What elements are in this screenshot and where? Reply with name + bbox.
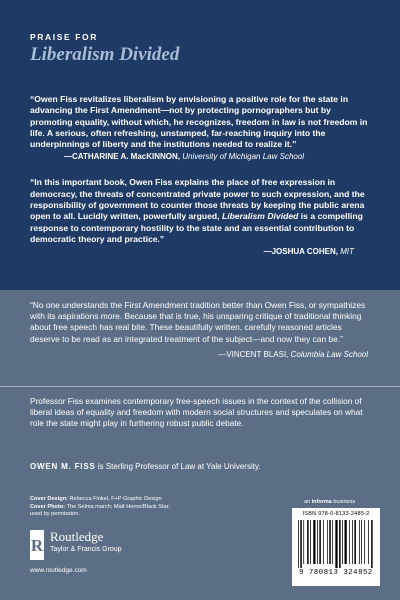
- barcode-bar: [352, 520, 353, 564]
- quote-blasi: [30, 300, 372, 360]
- photo-credit-line2: used by permission.: [30, 511, 80, 518]
- quote-text: “Owen Fiss revitalizes liberalism by envisioning a positive role for the state in advancing the First Amendment—not by protecting pornographers but by promoting equality, without which, he recognizes, freedom in law is not freedom in life. A serious, often refreshing, unstamped, far-reaching inquiry into the underpinnings of liberty and the institutions needed to realize it.”: [30, 94, 368, 150]
- quote-attribution: [30, 349, 368, 360]
- photo-credit-label: Cover Photo:: [30, 503, 66, 510]
- design-credit: [30, 496, 230, 504]
- quote-attribution: [30, 151, 372, 162]
- barcode-bar: [313, 520, 315, 564]
- quote-cohen: [30, 177, 372, 257]
- routledge-r-icon: [30, 530, 44, 560]
- quote-institution: Columbia Law School: [290, 349, 368, 359]
- barcode-bar: [307, 520, 309, 564]
- barcode-bar: [349, 520, 350, 564]
- publisher-logo: [30, 530, 210, 578]
- book-title: Liberalism Divided: [30, 44, 180, 65]
- quote-text: “No one understands the First Amendment tradition better than Owen Fiss, or sympathizes with its aspirations more. Because that is true, his unsparing critique of traditional thinking about free speech has real bite. These beautifully written, carefully reasoned articles deserve to be read as an integrated treatment of the subject—and now they can be.”: [30, 300, 366, 344]
- quote-author: —JOSHUA COHEN,: [263, 247, 338, 257]
- publisher-group: Taylor & Francis Group: [50, 546, 122, 553]
- quote-text-part: “In this important book, Owen Fiss explains the place of free expression in democracy, the threats of concentrated private power to such expression, and the responsibility of government to counter those threats by keeping the public arena open to all. Lucidly written, powerfully argued,: [30, 177, 365, 222]
- quote-attribution: [30, 246, 354, 257]
- barcode-bar: [327, 520, 328, 564]
- praise-section: [0, 0, 400, 290]
- barcode-bar: [354, 520, 356, 564]
- barcode-number: 9 780813 324852: [299, 569, 373, 577]
- quote-author: —VINCENT BLASI,: [218, 349, 289, 359]
- barcode-bar: [335, 520, 337, 568]
- design-credit-value: Rebecca Finkel, F+P Graphic Design: [67, 496, 162, 502]
- informa-prefix: an: [304, 499, 312, 505]
- barcode-bar: [364, 520, 365, 564]
- quote-institution: MIT: [340, 247, 354, 257]
- book-description: Professor Fiss examines contemporary free-speech issues in the context of the collision of liberal ideas of equality and freedom with modern social structures and speculates on what role the state might play in furthering robust public debate.: [30, 396, 363, 429]
- design-credit-label: Cover Design:: [30, 496, 68, 502]
- barcode-bar: [310, 520, 311, 564]
- svg-text:R: R: [30, 536, 44, 555]
- photo-credit-value: The Selma march; Matt Heron/Black Star;: [65, 503, 171, 510]
- informa-suffix: business: [331, 499, 356, 505]
- barcode-bar: [371, 520, 373, 568]
- quote-author: —CATHARINE A. MacKINNON,: [64, 152, 181, 162]
- barcode-bar: [368, 520, 369, 564]
- publisher-name: Routledge: [50, 529, 104, 544]
- author-name: OWEN M. FISS: [30, 462, 96, 471]
- barcode-bar: [359, 520, 360, 564]
- barcode-bar: [342, 520, 343, 564]
- barcode-bar: [298, 520, 299, 568]
- photo-credit: [30, 504, 230, 512]
- barcode-bar: [323, 520, 324, 564]
- informa-business-note: [304, 499, 355, 505]
- barcode-bar: [317, 520, 318, 564]
- barcode-bar: [332, 520, 333, 564]
- author-bio-text: is Sterling Professor of Law at Yale University.: [95, 462, 261, 471]
- isbn-label: ISBN 978-0-8133-2485-2: [302, 511, 370, 517]
- quote-book-title: Liberalism Divided: [221, 211, 299, 222]
- barcode-bar: [300, 520, 302, 568]
- barcode-bar: [361, 520, 362, 564]
- cover-credits: [30, 496, 230, 519]
- barcode-bar: [303, 520, 304, 564]
- author-bio: [30, 461, 370, 472]
- barcode-bar: [329, 520, 331, 564]
- barcode-bars: [296, 520, 376, 568]
- barcode-bar: [345, 520, 347, 564]
- quote-text-part: is a compelling response to contemporary hostility to the state and an essential contribution to democratic theory and practice.”: [30, 211, 363, 244]
- publisher-url[interactable]: www.routledge.com: [30, 567, 87, 574]
- quote-institution: University of Michigan Law School: [182, 152, 305, 162]
- section-divider: [0, 386, 400, 387]
- quote-text: [30, 177, 372, 245]
- barcode-bar: [319, 520, 321, 564]
- praise-for-label: PRAISE FOR: [30, 32, 98, 42]
- isbn-barcode: [292, 508, 380, 586]
- informa-bold: informa: [311, 499, 332, 505]
- barcode-bar: [339, 520, 341, 568]
- quote-mackinnon: [30, 94, 372, 162]
